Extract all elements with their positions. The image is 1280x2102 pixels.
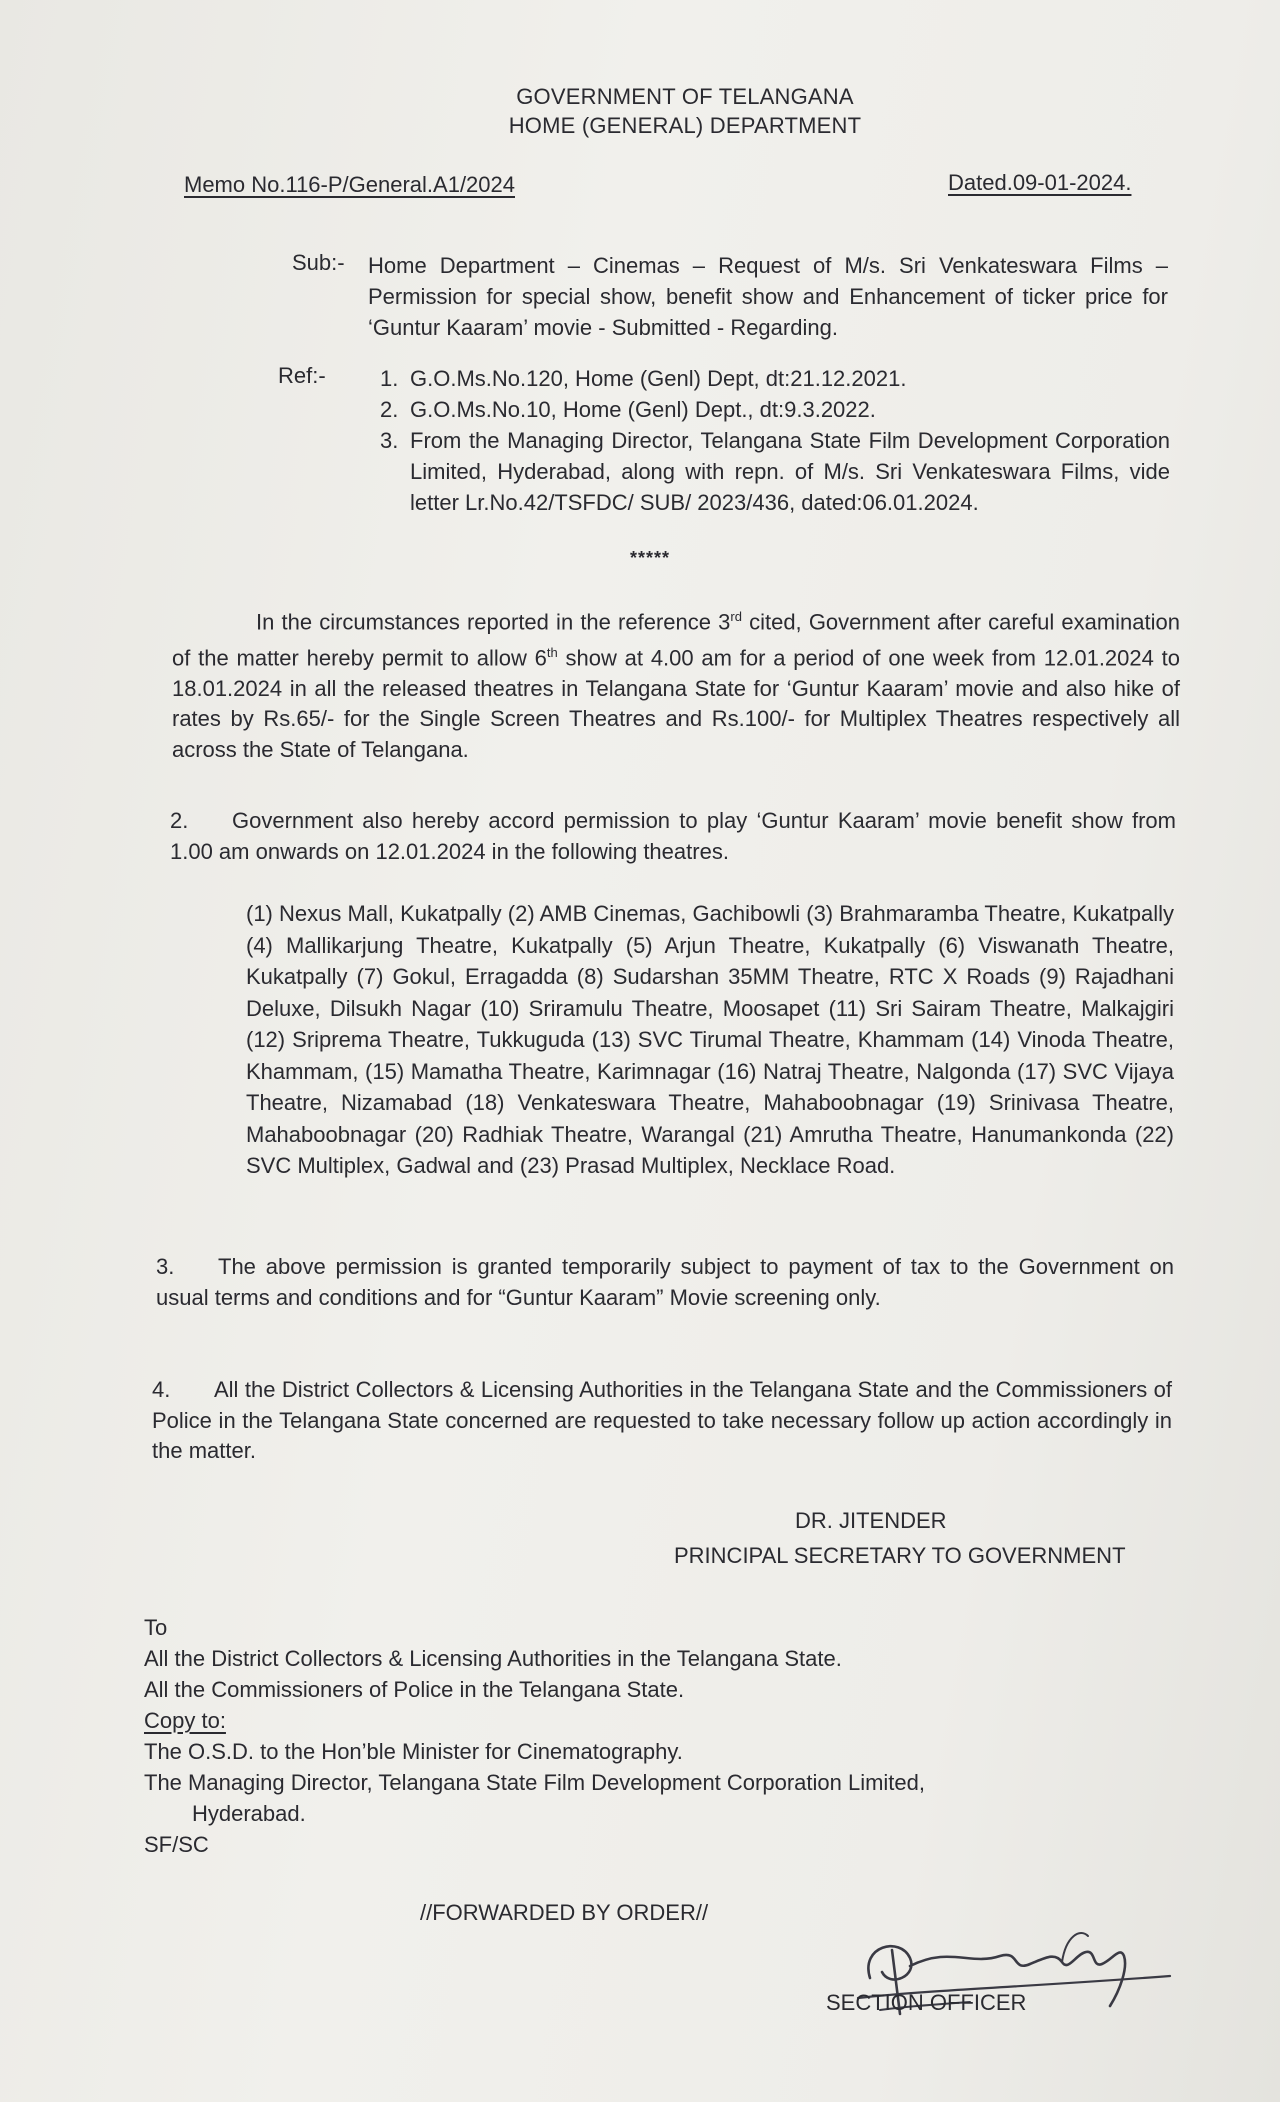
ordinal-suffix: rd [730, 609, 742, 624]
paragraph-1-part: cited, Government after careful examination of the matter hereby permit to allow 6 [172, 609, 1180, 671]
paragraph-3-text: The above permission is granted temporarily subject to payment of tax to the Government on usual terms and conditions and for “Guntur Kaaram” Movie screening only. [156, 1254, 1174, 1310]
copy-recipient: The O.S.D. to the Hon’ble Minister for Cinematography. [144, 1739, 683, 1764]
forwarded-by-order: //FORWARDED BY ORDER// [420, 1900, 709, 1925]
reference-item [380, 394, 1170, 425]
copy-recipient: The Managing Director, Telangana State Film Development Corporation Limited, [144, 1770, 925, 1795]
paragraph-4 [152, 1375, 1172, 1467]
reference-item [380, 363, 1170, 394]
memo-date: Dated.09-01-2024. [948, 170, 1132, 195]
subject-label: Sub:- [292, 250, 345, 275]
paragraph-3 [156, 1252, 1174, 1313]
reference-number: 2. [380, 397, 399, 422]
department-heading: HOME (GENERAL) DEPARTMENT [508, 113, 862, 138]
copy-to-label: Copy to: [144, 1708, 226, 1733]
to-label: To [144, 1615, 168, 1640]
reference-number: 1. [380, 366, 399, 391]
paragraph-1-part: In the circumstances reported in the reference 3 [256, 609, 731, 635]
paragraph-2 [170, 806, 1176, 867]
paragraph-number: 4. [152, 1377, 171, 1402]
reference-text: G.O.Ms.No.10, Home (Genl) Dept., dt:9.3.2022. [410, 397, 876, 422]
paragraph-4-text: All the District Collectors & Licensing Authorities in the Telangana State and the Commissioners of Police in the Telangana State concerned are requested to take necessary follow up action accordingly in the matter. [152, 1377, 1172, 1463]
copy-recipient-city: Hyderabad. [192, 1801, 306, 1826]
to-recipient: All the Commissioners of Police in the Telangana State. [144, 1677, 685, 1702]
reference-number: 3. [380, 428, 399, 453]
ordinal-suffix: th [546, 644, 558, 660]
distribution-block [144, 1612, 925, 1860]
paragraph-1-part: show at 4.00 am for a period of one week from 12.01.2024 to 18.01.2024 in all the released theatres in Telangana State for ‘Guntur Kaaram’ movie and also hike of rates by Rs.65/- for the Single Screen Theatres and Rs.100/- for Multiplex Theatres respectively all across the State of Telangana. [172, 645, 1181, 762]
memo-number: Memo No.116-P/General.A1/2024 [184, 172, 515, 197]
subject-text: Home Department – Cinemas – Request of M/s. Sri Venkateswara Films – Permission for special show, benefit show and Enhancement of ticker price for ‘Guntur Kaaram’ movie - Submitted - Regarding. [368, 253, 1168, 340]
paragraph-1 [172, 602, 1180, 765]
signatory-title: PRINCIPAL SECRETARY TO GOVERNMENT [674, 1543, 1126, 1568]
reference-text: From the Managing Director, Telangana State Film Development Corporation Limited, Hyderabad, along with repn. of M/s. Sri Venkateswara Films, vide letter Lr.No.42/TSFDC/ SUB/ 2023/436, dated:06.01.2024. [410, 428, 1170, 515]
reference-item [380, 425, 1170, 518]
reference-text: G.O.Ms.No.120, Home (Genl) Dept, dt:21.12.2021. [410, 366, 907, 391]
government-heading: GOVERNMENT OF TELANGANA [516, 84, 854, 109]
signatory-name: DR. JITENDER [795, 1508, 947, 1533]
to-recipient: All the District Collectors & Licensing Authorities in the Telangana State. [144, 1646, 842, 1671]
section-separator: ***** [630, 548, 671, 568]
section-officer-title: SECTION OFFICER [826, 1990, 1027, 2015]
handwritten-signature [840, 1906, 1180, 2036]
file-reference: SF/SC [144, 1832, 209, 1857]
paragraph-number: 2. [170, 808, 189, 833]
reference-list [380, 363, 1170, 518]
theatre-list: (1) Nexus Mall, Kukatpally (2) AMB Cinemas, Gachibowli (3) Brahmaramba Theatre, Kukatpally (4) Mallikarjung Theatre, Kukatpally (5) Arjun Theatre, Kukatpally (6) Viswanath Theatre, Kukatpally (7) Gokul, Erragadda (8) Sudarshan 35MM Theatre, RTC X Roads (9) Rajadhani Deluxe, Dilsukh Nagar (10) Sriramulu Theatre, Moosapet (11) Sri Sairam Theatre, Malkajgiri (12) Sriprema Theatre, Tukkuguda (13) SVC Tirumal Theatre, Khammam (14) Vinoda Theatre, Khammam, (15) Mamatha Theatre, Karimnagar (16) Natraj Theatre, Nalgonda (17) SVC Vijaya Theatre, Nizamabad (18) Venkateswara Theatre, Mahaboobnagar (19) Srinivasa Theatre, Mahaboobnagar (20) Radhiak Theatre, Warangal (21) Amrutha Theatre, Hanumankonda (22) SVC Multiplex, Gadwal and (23) Prasad Multiplex, Necklace Road. [246, 901, 1174, 1178]
paragraph-2-text: Government also hereby accord permission to play ‘Guntur Kaaram’ movie benefit show from 1.00 am onwards on 12.01.2024 in the following theatres. [170, 808, 1176, 864]
reference-label: Ref:- [278, 363, 326, 388]
paragraph-number: 3. [156, 1254, 175, 1279]
